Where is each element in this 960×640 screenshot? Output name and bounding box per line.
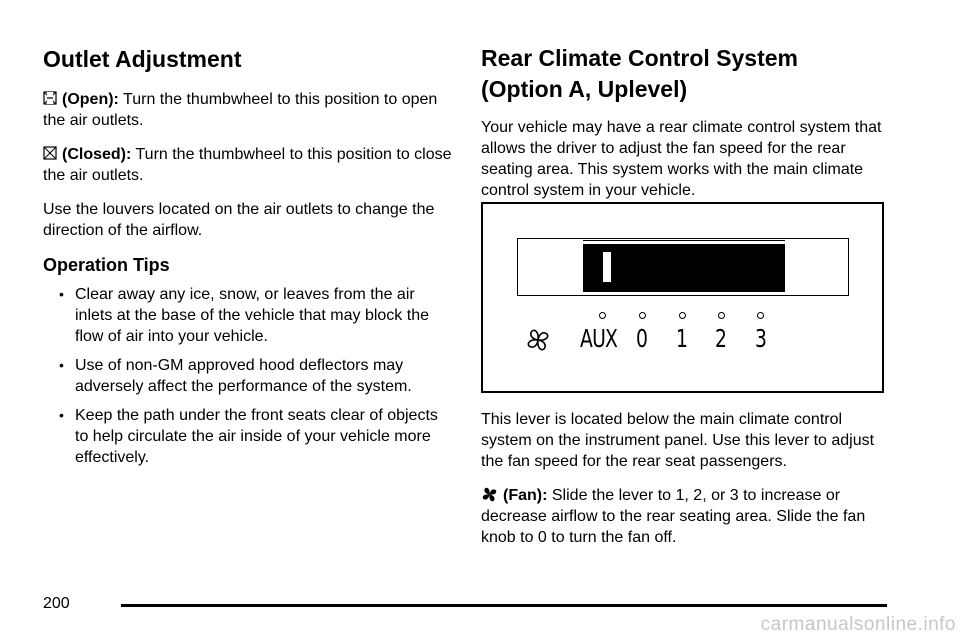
label-2: 2 xyxy=(715,324,727,353)
position-dot-1 xyxy=(679,312,686,319)
fan-paragraph xyxy=(481,485,891,548)
fan-control-lever-figure xyxy=(481,202,884,393)
slot-top-line xyxy=(583,240,785,241)
footer-rule xyxy=(121,604,887,607)
operation-tips-list xyxy=(43,284,453,468)
right-column xyxy=(481,0,891,201)
fan-icon xyxy=(526,328,550,352)
rear-climate-heading: Rear Climate Control System (Option A, Uplevel) xyxy=(481,45,798,102)
bullet-icon: • xyxy=(59,286,64,302)
fan-lever-knob xyxy=(603,252,611,282)
left-column xyxy=(43,0,453,476)
page-number: 200 xyxy=(43,595,70,612)
louvers-paragraph: Use the louvers located on the air outlets to change the direction of the airflow. xyxy=(43,201,435,239)
outlet-closed-icon xyxy=(43,146,57,160)
fan-term: (Fan): xyxy=(503,487,548,504)
position-dot-aux xyxy=(599,312,606,319)
position-dot-2 xyxy=(718,312,725,319)
right-column-lower xyxy=(481,409,891,548)
lever-slot xyxy=(583,244,785,292)
label-0: 0 xyxy=(636,324,648,353)
fan-text: Slide the lever to 1, 2, or 3 to increase or decrease airflow to the rear seating area. Slide the fan knob to 0 to turn the fan off. xyxy=(481,487,866,546)
outlet-open-icon xyxy=(43,91,57,105)
closed-text: Turn the thumbwheel to this position to close the air outlets. xyxy=(43,146,452,184)
fan-icon xyxy=(481,486,498,503)
label-aux: AUX xyxy=(580,324,618,353)
outlet-adjustment-heading: Outlet Adjustment xyxy=(43,46,242,72)
closed-paragraph xyxy=(43,144,453,186)
label-1: 1 xyxy=(676,324,688,353)
bullet-icon: • xyxy=(59,407,64,423)
open-term: (Open): xyxy=(62,91,119,108)
list-item: • Clear away any ice, snow, or leaves from the air inlets at the base of the vehicle that may block the flow of air into your vehicle. xyxy=(59,286,429,345)
open-paragraph xyxy=(43,89,453,131)
position-dot-3 xyxy=(757,312,764,319)
list-item: • Use of non-GM approved hood deflectors may adversely affect the performance of the system. xyxy=(59,357,412,395)
list-item: • Keep the path under the front seats clear of objects to help circulate the air inside of your vehicle more effectively. xyxy=(59,407,438,466)
closed-term: (Closed): xyxy=(62,146,132,163)
operation-tips-heading: Operation Tips xyxy=(43,255,170,275)
position-dots xyxy=(483,312,882,322)
label-3: 3 xyxy=(755,324,767,353)
bullet-icon: • xyxy=(59,357,64,373)
open-text: Turn the thumbwheel to this position to open the air outlets. xyxy=(43,91,438,129)
watermark: carmanualsonline.info xyxy=(760,614,956,635)
slot-bottom-line xyxy=(583,295,785,296)
lever-description: This lever is located below the main climate control system on the instrument panel. Use this lever to adjust the fan speed for the rear seat passengers. xyxy=(481,411,875,470)
rear-climate-intro: Your vehicle may have a rear climate control system that allows the driver to adjust the fan speed for the rear seating area. This system works with the main climate control system in your vehicle. xyxy=(481,119,882,199)
position-dot-0 xyxy=(639,312,646,319)
